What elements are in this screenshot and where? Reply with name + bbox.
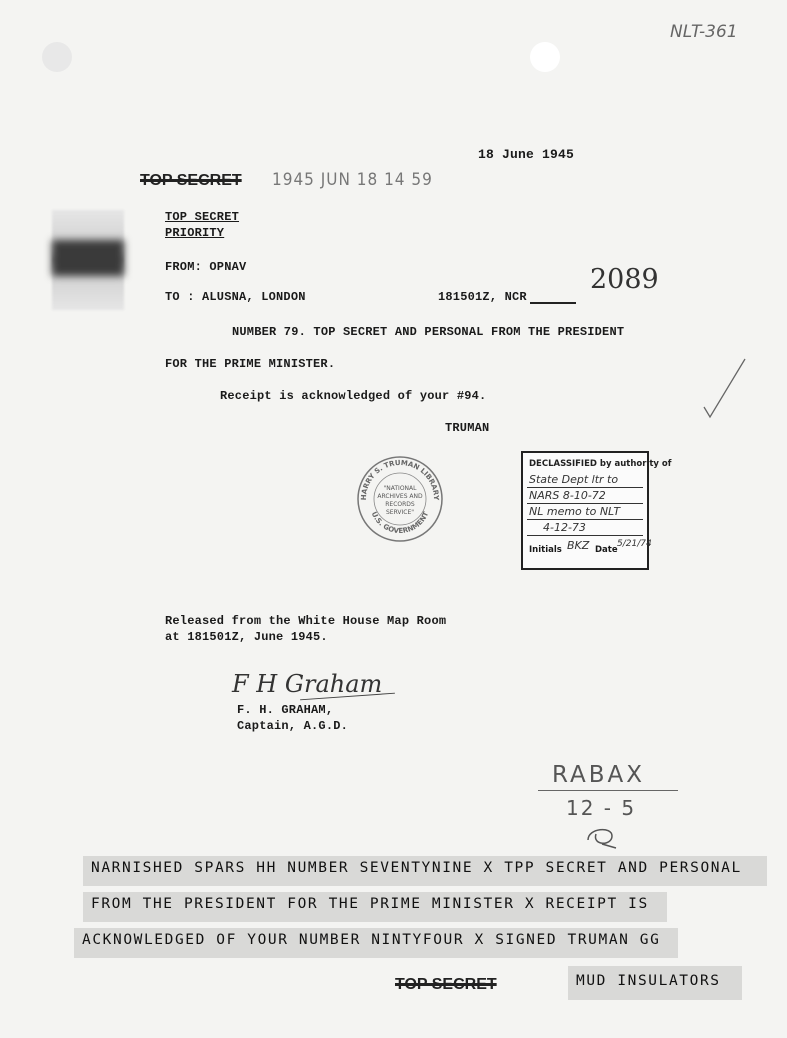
teletype-end-code: MUD INSULATORS bbox=[568, 966, 742, 1000]
initials-label: Initials bbox=[529, 545, 562, 555]
declass-rule-4 bbox=[527, 535, 643, 536]
seal-center-line-4: SERVICE" bbox=[385, 509, 415, 516]
seal-center-line-2: ARCHIVES AND bbox=[377, 493, 423, 500]
initials-value: BKZ bbox=[567, 539, 590, 552]
precedence-line: PRIORITY bbox=[165, 226, 225, 240]
time-stamp: 1945 JUN 18 14 59 bbox=[272, 170, 433, 190]
classification-line: TOP SECRET bbox=[165, 210, 240, 224]
teletype-crossed-classification: TOP SECRET bbox=[395, 976, 497, 993]
declass-hand-1: State Dept ltr to bbox=[529, 473, 619, 486]
body-line-3: Receipt is acknowledged of your #94. bbox=[220, 389, 487, 403]
seal-center-line-3: RECORDS bbox=[385, 501, 415, 508]
teletype-strip-1: NARNISHED SPARS HH NUMBER SEVENTYNINE X TPP SECRET AND PERSONAL bbox=[83, 856, 767, 886]
declass-rule-3 bbox=[527, 519, 643, 520]
teletype-strip-3: ACKNOWLEDGED OF YOUR NUMBER NINTYFOUR X SIGNED TRUMAN GG bbox=[74, 928, 678, 958]
date-line: 18 June 1945 bbox=[478, 147, 575, 162]
release-line-1: Released from the White House Map Room bbox=[165, 614, 447, 628]
crossed-classification: TOP SECRET bbox=[140, 172, 242, 189]
seal-center-line-1: "NATIONAL bbox=[383, 485, 417, 492]
dtg: 181501Z, NCR bbox=[438, 290, 527, 304]
handwritten-code-rule bbox=[538, 790, 678, 791]
signer-rank: Captain, A.G.D. bbox=[237, 719, 349, 733]
redaction-dark bbox=[52, 240, 124, 276]
seal-top-text: HARRY S. TRUMAN LIBRARY bbox=[359, 458, 441, 501]
punch-hole-left bbox=[42, 42, 72, 72]
declass-rule-2 bbox=[527, 503, 643, 504]
declass-hand-4: 4-12-73 bbox=[543, 521, 586, 534]
handwritten-mark-icon bbox=[582, 822, 622, 852]
body-line-1: NUMBER 79. TOP SECRET AND PERSONAL FROM THE PRESIDENT bbox=[232, 325, 625, 339]
control-number: 2089 bbox=[590, 264, 659, 295]
punch-hole-right bbox=[530, 42, 560, 72]
declass-label: DECLASSIFIED by authority of bbox=[529, 459, 672, 469]
to-line: TO : ALUSNA, LONDON bbox=[165, 290, 306, 304]
declass-hand-2: NARS 8-10-72 bbox=[529, 489, 606, 502]
declass-hand-3: NL memo to NLT bbox=[529, 505, 621, 518]
dtg-blank bbox=[530, 302, 576, 304]
from-line: FROM: OPNAV bbox=[165, 260, 247, 274]
declass-rule-1 bbox=[527, 487, 643, 488]
date-value: 5/21/74 bbox=[617, 539, 652, 549]
body-line-2: FOR THE PRIME MINISTER. bbox=[165, 357, 336, 371]
release-line-2: at 181501Z, June 1945. bbox=[165, 630, 328, 644]
declassification-stamp bbox=[521, 451, 672, 570]
library-seal bbox=[356, 455, 444, 543]
signer-name: F. H. GRAHAM, bbox=[237, 703, 334, 717]
teletype-strip-2: FROM THE PRESIDENT FOR THE PRIME MINISTER X RECEIPT IS bbox=[83, 892, 667, 922]
check-mark-icon bbox=[700, 355, 750, 425]
body-signature: TRUMAN bbox=[445, 421, 490, 435]
handwritten-code-2: 12 - 5 bbox=[566, 796, 637, 820]
archive-mark: NLT-361 bbox=[670, 22, 738, 42]
handwritten-code-1: RABAX bbox=[552, 762, 646, 788]
seal-bottom-text: U.S. GOVERNMENT bbox=[369, 510, 431, 536]
date-label: Date bbox=[595, 545, 618, 555]
handwritten-signature: F H Graham bbox=[232, 670, 383, 698]
